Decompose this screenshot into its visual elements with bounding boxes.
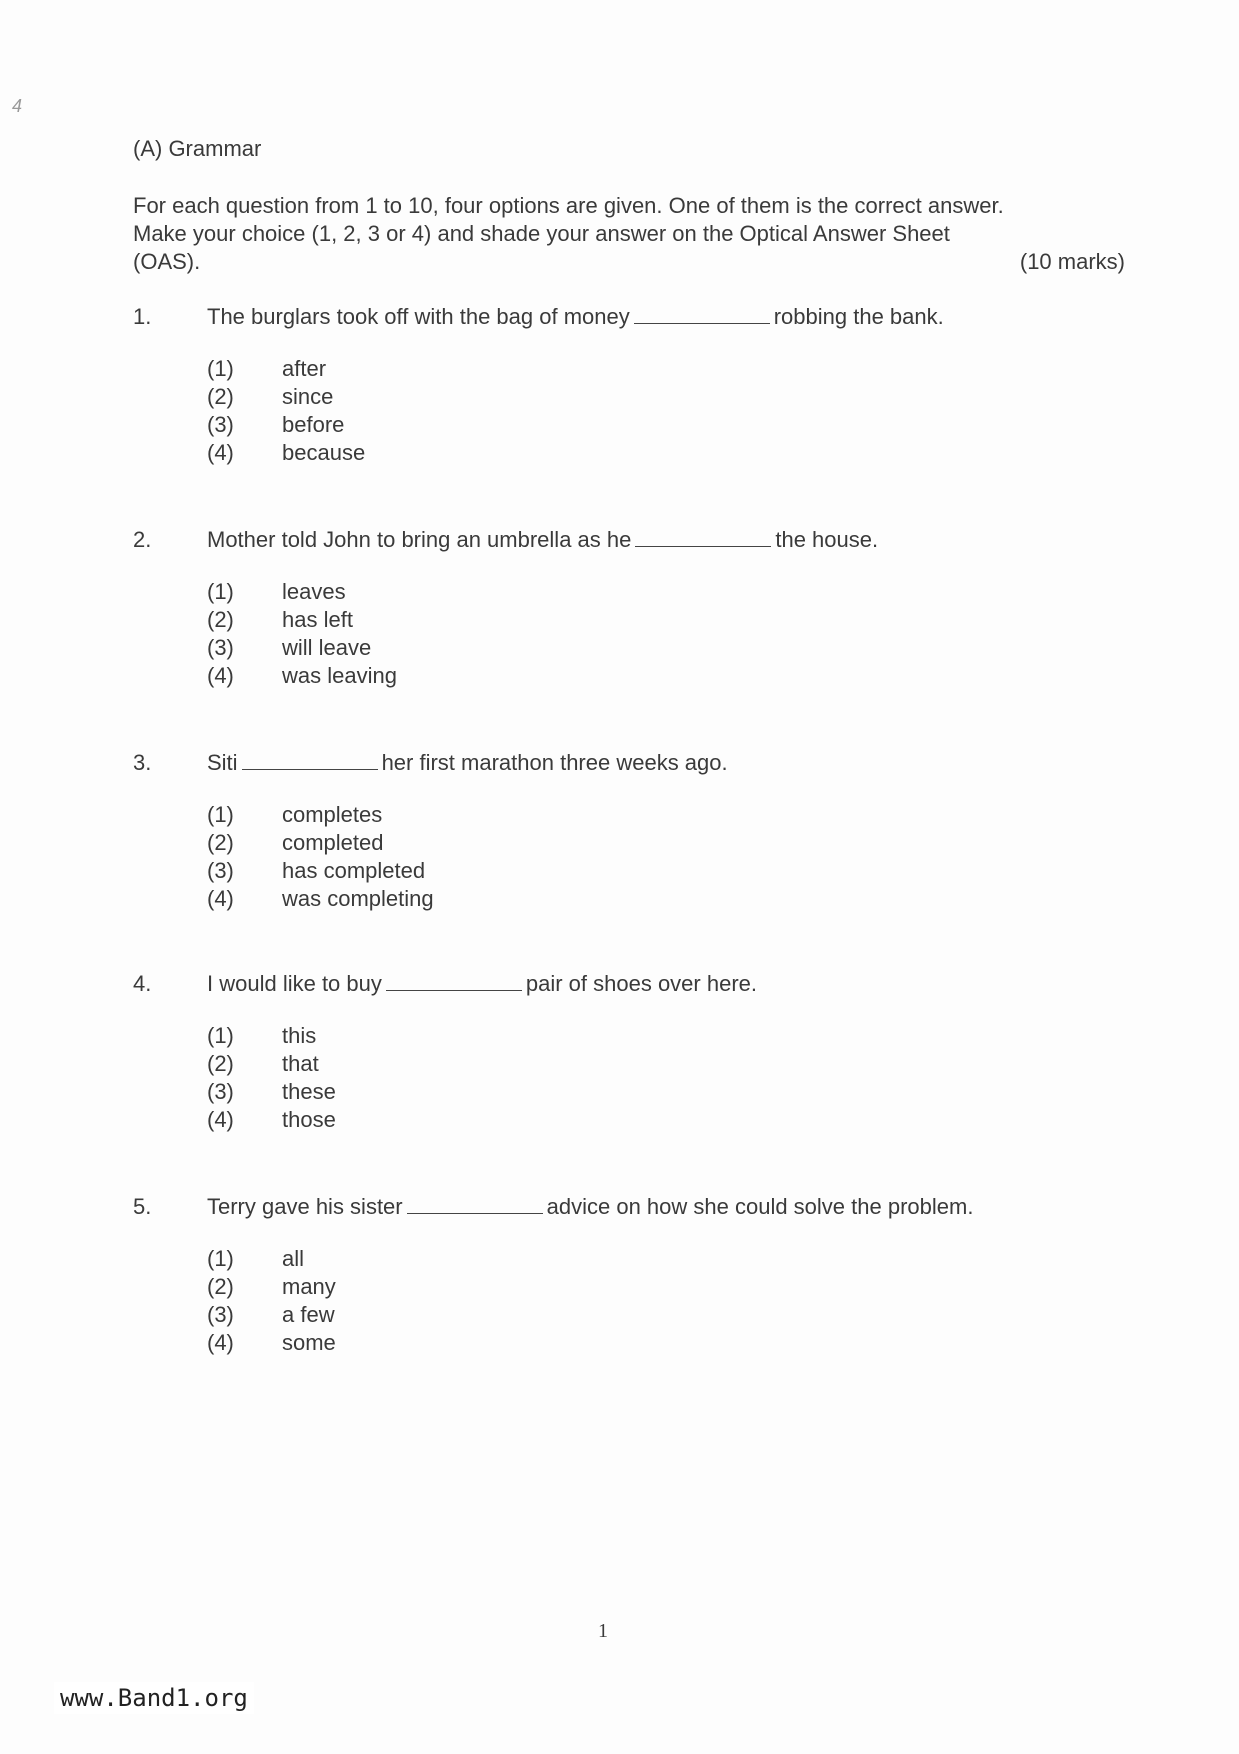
option-number: (1) xyxy=(207,802,234,827)
option xyxy=(207,886,607,914)
question-stem: The burglars took off with the bag of money xyxy=(207,304,630,329)
instructions-text: For each question from 1 to 10, four options are given. One of them is the correct answer. Make your choice (1, 2, 3 or 4) and shade your answer on the Optical Answer Sheet (OAS). xyxy=(133,193,1004,274)
option-text: because xyxy=(282,440,366,465)
option xyxy=(207,579,607,607)
question-number: 1. xyxy=(133,304,152,329)
question-text xyxy=(207,1194,973,1220)
option-text: will leave xyxy=(282,635,372,660)
option-number: (1) xyxy=(207,1023,234,1048)
instructions xyxy=(133,192,1125,276)
question-text xyxy=(207,971,757,997)
answer-blank xyxy=(386,972,522,991)
option-number: (1) xyxy=(207,579,234,604)
option-number: (2) xyxy=(207,1051,234,1076)
question-end: pair of shoes over here. xyxy=(525,971,758,996)
option xyxy=(207,412,607,440)
option-text: completed xyxy=(282,830,384,855)
question-stem: Siti xyxy=(207,750,238,775)
answer-blank xyxy=(407,1195,543,1214)
question-number: 2. xyxy=(133,527,152,552)
question-number: 4. xyxy=(133,971,152,996)
option-number: (4) xyxy=(207,440,234,465)
option xyxy=(207,830,607,858)
options-list xyxy=(207,579,607,691)
option xyxy=(207,1079,607,1107)
option-number: (4) xyxy=(207,1330,234,1355)
option-number: (1) xyxy=(207,1246,234,1271)
option-text: many xyxy=(282,1274,336,1299)
option xyxy=(207,663,607,691)
option-text: these xyxy=(282,1079,336,1104)
question-end: robbing the bank. xyxy=(773,304,944,329)
option-text: before xyxy=(282,412,345,437)
option-text: completes xyxy=(282,802,383,827)
option xyxy=(207,1107,607,1135)
options-list xyxy=(207,1023,607,1135)
option xyxy=(207,440,607,468)
option xyxy=(207,1023,607,1051)
option xyxy=(207,635,607,663)
option-text: this xyxy=(282,1023,317,1048)
option-text: some xyxy=(282,1330,336,1355)
question-stem: Terry gave his sister xyxy=(207,1194,403,1219)
option-text: after xyxy=(282,356,327,381)
answer-blank xyxy=(242,751,378,770)
option-number: (4) xyxy=(207,1107,234,1132)
marks-label: (10 marks) xyxy=(1019,249,1125,274)
option-text: all xyxy=(282,1246,305,1271)
option-text: those xyxy=(282,1107,336,1132)
option-number: (2) xyxy=(207,830,234,855)
option-text: has left xyxy=(282,607,353,632)
option-number: (1) xyxy=(207,356,234,381)
option-text: leaves xyxy=(282,579,346,604)
option xyxy=(207,1051,607,1079)
option-number: (3) xyxy=(207,1079,234,1104)
footer-watermark: www.Band1.org xyxy=(54,1682,254,1714)
options-list xyxy=(207,356,607,468)
option-number: (2) xyxy=(207,607,234,632)
option-text: has completed xyxy=(282,858,426,883)
section-heading: (A) Grammar xyxy=(133,136,262,161)
option-number: (3) xyxy=(207,858,234,883)
option-text: a few xyxy=(282,1302,335,1327)
option xyxy=(207,1302,607,1330)
question-stem: I would like to buy xyxy=(207,971,382,996)
option xyxy=(207,356,607,384)
option-number: (3) xyxy=(207,635,234,660)
option-number: (2) xyxy=(207,384,234,409)
question-text xyxy=(207,750,728,776)
question-end: her first marathon three weeks ago. xyxy=(381,750,728,775)
option-text: since xyxy=(282,384,334,409)
answer-blank xyxy=(635,528,771,547)
question-number: 3. xyxy=(133,750,152,775)
page-number: 1 xyxy=(598,1620,608,1642)
option xyxy=(207,607,607,635)
question-end: advice on how she could solve the problem. xyxy=(546,1194,974,1219)
option-number: (3) xyxy=(207,1302,234,1327)
question-text xyxy=(207,527,878,553)
option-number: (2) xyxy=(207,1274,234,1299)
option xyxy=(207,1330,607,1358)
option-text: was completing xyxy=(282,886,434,911)
option-number: (3) xyxy=(207,412,234,437)
margin-mark: 4 xyxy=(12,96,23,116)
option-text: was leaving xyxy=(282,663,397,688)
options-list xyxy=(207,802,607,914)
option-text: that xyxy=(282,1051,319,1076)
option-number: (4) xyxy=(207,886,234,911)
option xyxy=(207,384,607,412)
question-text xyxy=(207,304,944,330)
question-number: 5. xyxy=(133,1194,152,1219)
option xyxy=(207,802,607,830)
option xyxy=(207,1274,607,1302)
option xyxy=(207,1246,607,1274)
question-stem: Mother told John to bring an umbrella as he xyxy=(207,527,632,552)
options-list xyxy=(207,1246,607,1358)
answer-blank xyxy=(634,305,770,324)
option-number: (4) xyxy=(207,663,234,688)
option xyxy=(207,858,607,886)
question-end: the house. xyxy=(775,527,879,552)
